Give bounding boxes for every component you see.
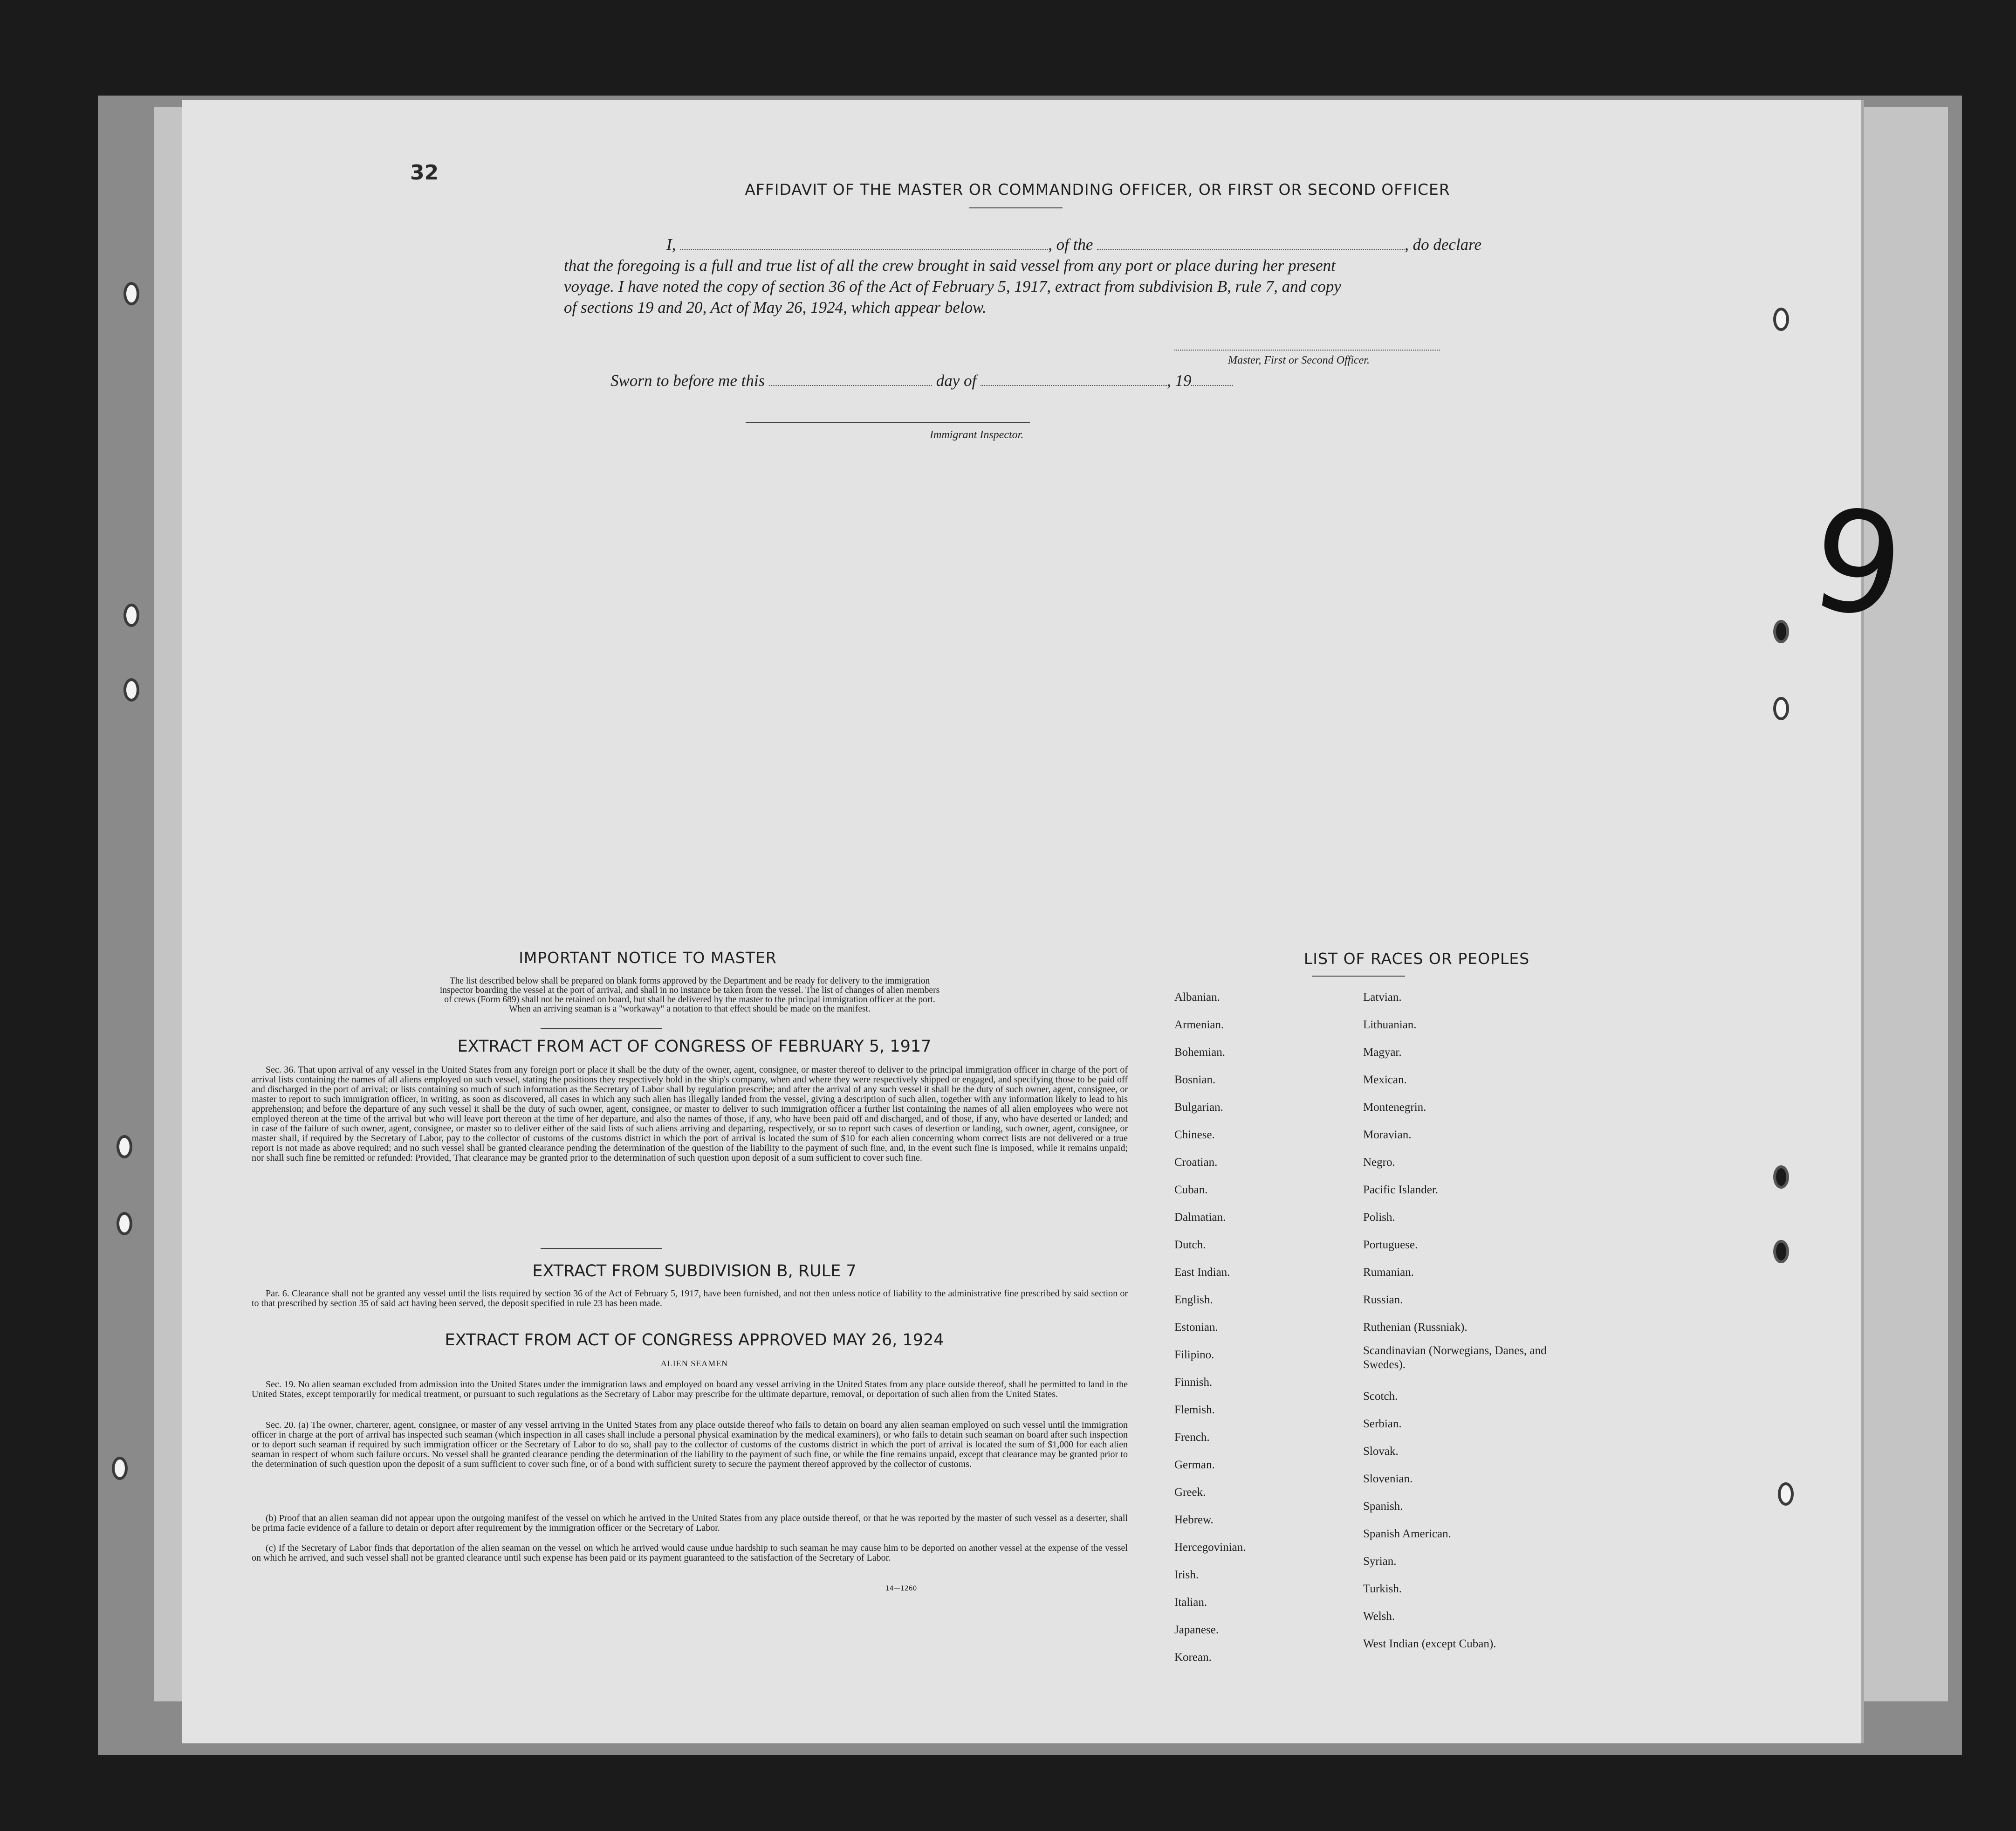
- inspector-signature-line[interactable]: [746, 422, 1030, 423]
- race-item: Bohemian.: [1174, 1046, 1226, 1059]
- punch-hole-icon: [123, 678, 139, 702]
- race-item: Scandinavian (Norwegians, Danes, and Swedes).: [1363, 1344, 1547, 1371]
- race-item: French.: [1174, 1431, 1210, 1444]
- punch-hole-icon: [123, 604, 139, 627]
- punch-hole-icon: [112, 1457, 128, 1480]
- act-1917-text: Sec. 36. That upon arrival of any vessel in the United States from any foreign port or place it shall be the duty of the owner, agent, consignee, or master thereof to deliver to the principal immigration officer in charge of the port of arrival lists containing the names of all aliens employed on such vessel, stating the positions they respectively hold in the ship's company, when and where they were respectively shipped or engaged, and specifying those to be paid off and discharged in the port of arrival; or lists containing so much of such information as the Secretary of Labor shall by regulation prescribe; and after the arrival of any such vessel it shall be the duty of such owner, agent, consignee, or master to report to such immigration officer, in writing, as soon as discovered, all cases in which any such alien has illegally landed from the vessel, giving a description of such alien, together with any information likely to lead to his apprehension; and before the departure of any such vessel it shall be the duty of such owner, agent, consignee, or master to deliver to such immigration officer a further list containing the names of all alien employees who were not employed thereon at the time of the arrival but who will leave port thereon at the time of her departure, and also the names of those, if any, who have been paid off and discharged, and of those, if any, who have deserted or landed; and in case of the failure of such owner, agent, consignee, or master so to deliver either of the said lists of such aliens arriving and departing, respectively, or so to report such cases of desertion or landing, such owner, agent, consignee, or master shall, if required by the Secretary of Labor, pay to the collector of customs of the customs district in which the port of arrival is located the sum of $10 for each alien concerning whom correct lists are not delivered or a true report is not made as above required; and no such vessel shall be granted clearance pending the determination of the question of the liability to the payment of such fine, and, in the event such fine is imposed, while it remains unpaid; nor shall such fine be remitted or refunded: Provided, That clearance may be granted prior to the determination of such question upon deposit of a sum sufficient to cover such fine.: [252, 1065, 1128, 1163]
- race-item: Croatian.: [1174, 1156, 1218, 1169]
- race-item: Welsh.: [1363, 1610, 1395, 1623]
- race-item: Magyar.: [1363, 1046, 1402, 1059]
- signer-label: Master, First or Second Officer.: [1228, 354, 1370, 366]
- race-item: Filipino.: [1174, 1349, 1214, 1361]
- race-item: West Indian (except Cuban).: [1363, 1638, 1496, 1650]
- race-item: Pacific Islander.: [1363, 1184, 1439, 1196]
- race-item: Ruthenian (Russniak).: [1363, 1321, 1467, 1334]
- sworn-year-field[interactable]: [1191, 372, 1233, 386]
- punch-hole-icon: [1773, 620, 1789, 643]
- act-1924-sec20c: (c) If the Secretary of Labor finds that deportation of the alien seaman on the vessel on which he arrived would cause undue hardship to such seaman he may cause him to be deported on another vessel at the expense of the vessel on which he arrived, and such vessel shall not be granted clearance until such expense has been paid or its payment guaranteed to the satisfaction of the Secretary of Labor.: [252, 1543, 1128, 1563]
- race-item: Russian.: [1363, 1294, 1403, 1306]
- act-1924-sec20b: (b) Proof that an alien seaman did not appear upon the outgoing manifest of the vessel on which he arrived in the United States from any place outside thereof, or that he was reported by the master of such vessel as a deserter, shall be prima facie evidence of a failure to detain or deport after requirement by the immigration officer or the Secretary of Labor.: [252, 1513, 1128, 1533]
- race-item: Mexican.: [1363, 1074, 1407, 1086]
- race-item: Scotch.: [1363, 1390, 1398, 1403]
- act-1924-title: EXTRACT FROM ACT OF CONGRESS APPROVED MAY 26, 1924: [445, 1331, 944, 1349]
- race-item: Dutch.: [1174, 1239, 1206, 1251]
- punch-hole-icon: [1773, 1165, 1789, 1189]
- inspector-label: Immigrant Inspector.: [930, 429, 1024, 441]
- sworn-month-field[interactable]: [981, 372, 1167, 386]
- race-item: Korean.: [1174, 1651, 1212, 1664]
- race-item: Irish.: [1174, 1569, 1199, 1581]
- punch-hole-icon: [1773, 697, 1789, 720]
- subdivision-b-title: EXTRACT FROM SUBDIVISION B, RULE 7: [532, 1262, 857, 1280]
- punch-hole-icon: [117, 1135, 132, 1158]
- day-of-label: day of: [936, 372, 977, 390]
- races-title-rule: [1312, 976, 1405, 977]
- race-item: Chinese.: [1174, 1129, 1215, 1141]
- act-1924-subtitle: ALIEN SEAMEN: [660, 1359, 728, 1368]
- race-item: Japanese.: [1174, 1624, 1219, 1636]
- affidavit-line-2: that the foregoing is a full and true list of all the crew brought in said vessel from any port or place during her present: [564, 256, 1336, 275]
- notice-line-2: inspector boarding the vessel at the port of arrival, and shall in no instance be taken from the vessel. The list of changes of alien members: [439, 985, 940, 995]
- affidavit-line-4: of sections 19 and 20, Act of May 26, 1924, which appear below.: [564, 298, 987, 317]
- divider-1: [541, 1028, 662, 1029]
- race-item: Hebrew.: [1174, 1514, 1214, 1526]
- races-column-1: [1174, 984, 1246, 1671]
- race-item: Moravian.: [1363, 1129, 1412, 1141]
- race-item: Flemish.: [1174, 1404, 1215, 1416]
- divider-2: [541, 1248, 662, 1249]
- handwritten-page-mark: 32: [410, 161, 439, 185]
- race-item: English.: [1174, 1294, 1213, 1306]
- affidavit-title-rule: [969, 207, 1063, 208]
- affidavit-i-label: I,: [666, 235, 676, 254]
- race-item: Negro.: [1363, 1156, 1395, 1169]
- sworn-day-field[interactable]: [769, 372, 932, 386]
- act-1924-sec19: Sec. 19. No alien seaman excluded from admission into the United States under the immigration laws and employed on board any vessel arriving in the United States from any place outside thereof, shall be permitted to land in the United States, except temporarily for medical treatment, or pursuant to such regulations as the Secretary of Labor may prescribe for the ultimate departure, removal, or deportation of such alien from the United States.: [252, 1379, 1128, 1399]
- year-label: , 19: [1166, 372, 1192, 390]
- race-item: East Indian.: [1174, 1266, 1230, 1279]
- race-item: Slovenian.: [1363, 1473, 1413, 1485]
- officer-name-field[interactable]: [680, 236, 1048, 250]
- affidavit-declare-label: , do declare: [1405, 235, 1482, 254]
- race-item: Syrian.: [1363, 1555, 1397, 1568]
- affidavit-line-1: [666, 234, 1481, 255]
- race-item: Finnish.: [1174, 1376, 1213, 1389]
- race-item: Estonian.: [1174, 1321, 1218, 1334]
- race-item: Turkish.: [1363, 1583, 1402, 1595]
- race-item: Armenian.: [1174, 1019, 1224, 1031]
- race-item: Greek.: [1174, 1486, 1206, 1499]
- punch-hole-icon: [1773, 1240, 1789, 1263]
- punch-hole-icon: [117, 1212, 132, 1235]
- affidavit-title: AFFIDAVIT OF THE MASTER OR COMMANDING OFFICER, OR FIRST OR SECOND OFFICER: [745, 180, 1450, 199]
- race-item: German.: [1174, 1459, 1215, 1471]
- punch-hole-icon: [123, 282, 139, 305]
- race-item: Albanian.: [1174, 991, 1220, 1004]
- punch-hole-icon: [1773, 308, 1789, 331]
- notice-title: IMPORTANT NOTICE TO MASTER: [519, 949, 777, 967]
- race-item: Serbian.: [1363, 1418, 1402, 1430]
- race-item: Bosnian.: [1174, 1074, 1216, 1086]
- races-column-2: [1363, 984, 1559, 1658]
- notice-line-4: When an arriving seaman is a "workaway" a notation to that effect should be made on the manifest.: [509, 1004, 871, 1014]
- punch-hole-icon: [1778, 1482, 1794, 1506]
- vessel-name-field[interactable]: [1097, 236, 1405, 250]
- race-item: Cuban.: [1174, 1184, 1208, 1196]
- race-item: Hercegovinian.: [1174, 1541, 1246, 1554]
- race-item: Portuguese.: [1363, 1239, 1418, 1251]
- race-item: Spanish.: [1363, 1500, 1403, 1513]
- race-item: Polish.: [1363, 1211, 1395, 1224]
- act-1917-title: EXTRACT FROM ACT OF CONGRESS OF FEBRUARY 5, 1917: [457, 1037, 932, 1056]
- subdivision-b-text: Par. 6. Clearance shall not be granted any vessel until the lists required by section 36 of the Act of February 5, 1917, have been furnished, and not then unless notice of liability to the administrative fine prescribed by said section or to that prescribed by section 35 of said act having been served, the deposit specified in rule 23 has been made.: [252, 1288, 1128, 1308]
- race-item: Latvian.: [1363, 991, 1402, 1004]
- form-number: 14—1260: [885, 1585, 917, 1592]
- race-item: Rumanian.: [1363, 1266, 1414, 1279]
- act-1924-sec20a: Sec. 20. (a) The owner, charterer, agent, consignee, or master of any vessel arriving in the United States from any place outside thereof who fails to detain on board any alien seaman employed on such vessel until the immigration officer in charge at the port of arrival has inspected such seaman (which inspection in all cases shall include a personal physical examination by the medical examiners), or who fails to detain such seaman on board after such inspection or to deport such seaman if required by such immigration officer or the Secretary of Labor to do so, shall pay to the collector of customs of the customs district in which the port of arrival is located the sum of $1,000 for each alien seaman in respect of whom such failure occurs. No vessel shall be granted clearance pending the determination of the liability to the payment of such fine, or while the fine remains unpaid, except that clearance may be granted prior to the determination of such question upon the deposit of a sum sufficient to cover such fine, or of a bond with sufficient surety to secure the payment thereof approved by the collector of customs.: [252, 1420, 1128, 1469]
- race-item: Lithuanian.: [1363, 1019, 1417, 1031]
- sworn-line: [610, 371, 1233, 391]
- document-sheet: [182, 100, 1913, 1743]
- notice-line-3: of crews (Form 689) shall not be retained on board, but shall be delivered by the master to the principal immigration officer at the port.: [444, 995, 935, 1005]
- races-title: LIST OF RACES OR PEOPLES: [1303, 950, 1530, 968]
- race-item: Italian.: [1174, 1596, 1207, 1609]
- race-item: Slovak.: [1363, 1445, 1399, 1458]
- race-item: Bulgarian.: [1174, 1101, 1223, 1114]
- race-item: Dalmatian.: [1174, 1211, 1226, 1224]
- signature-line[interactable]: [1174, 350, 1440, 351]
- affidavit-of-the-label: , of the: [1048, 235, 1093, 254]
- notice-line-1: The list described below shall be prepared on blank forms approved by the Department and be ready for delivery to the immigration: [449, 976, 930, 986]
- sworn-label: Sworn to before me this: [610, 372, 765, 390]
- race-item: Spanish American.: [1363, 1528, 1451, 1540]
- affidavit-line-3: voyage. I have noted the copy of section 36 of the Act of February 5, 1917, extract from subdivision B, rule 7, and copy: [564, 277, 1341, 296]
- handwritten-page-number: 9: [1802, 477, 1913, 651]
- notice-text: [294, 977, 1086, 1014]
- race-item: Montenegrin.: [1363, 1101, 1426, 1114]
